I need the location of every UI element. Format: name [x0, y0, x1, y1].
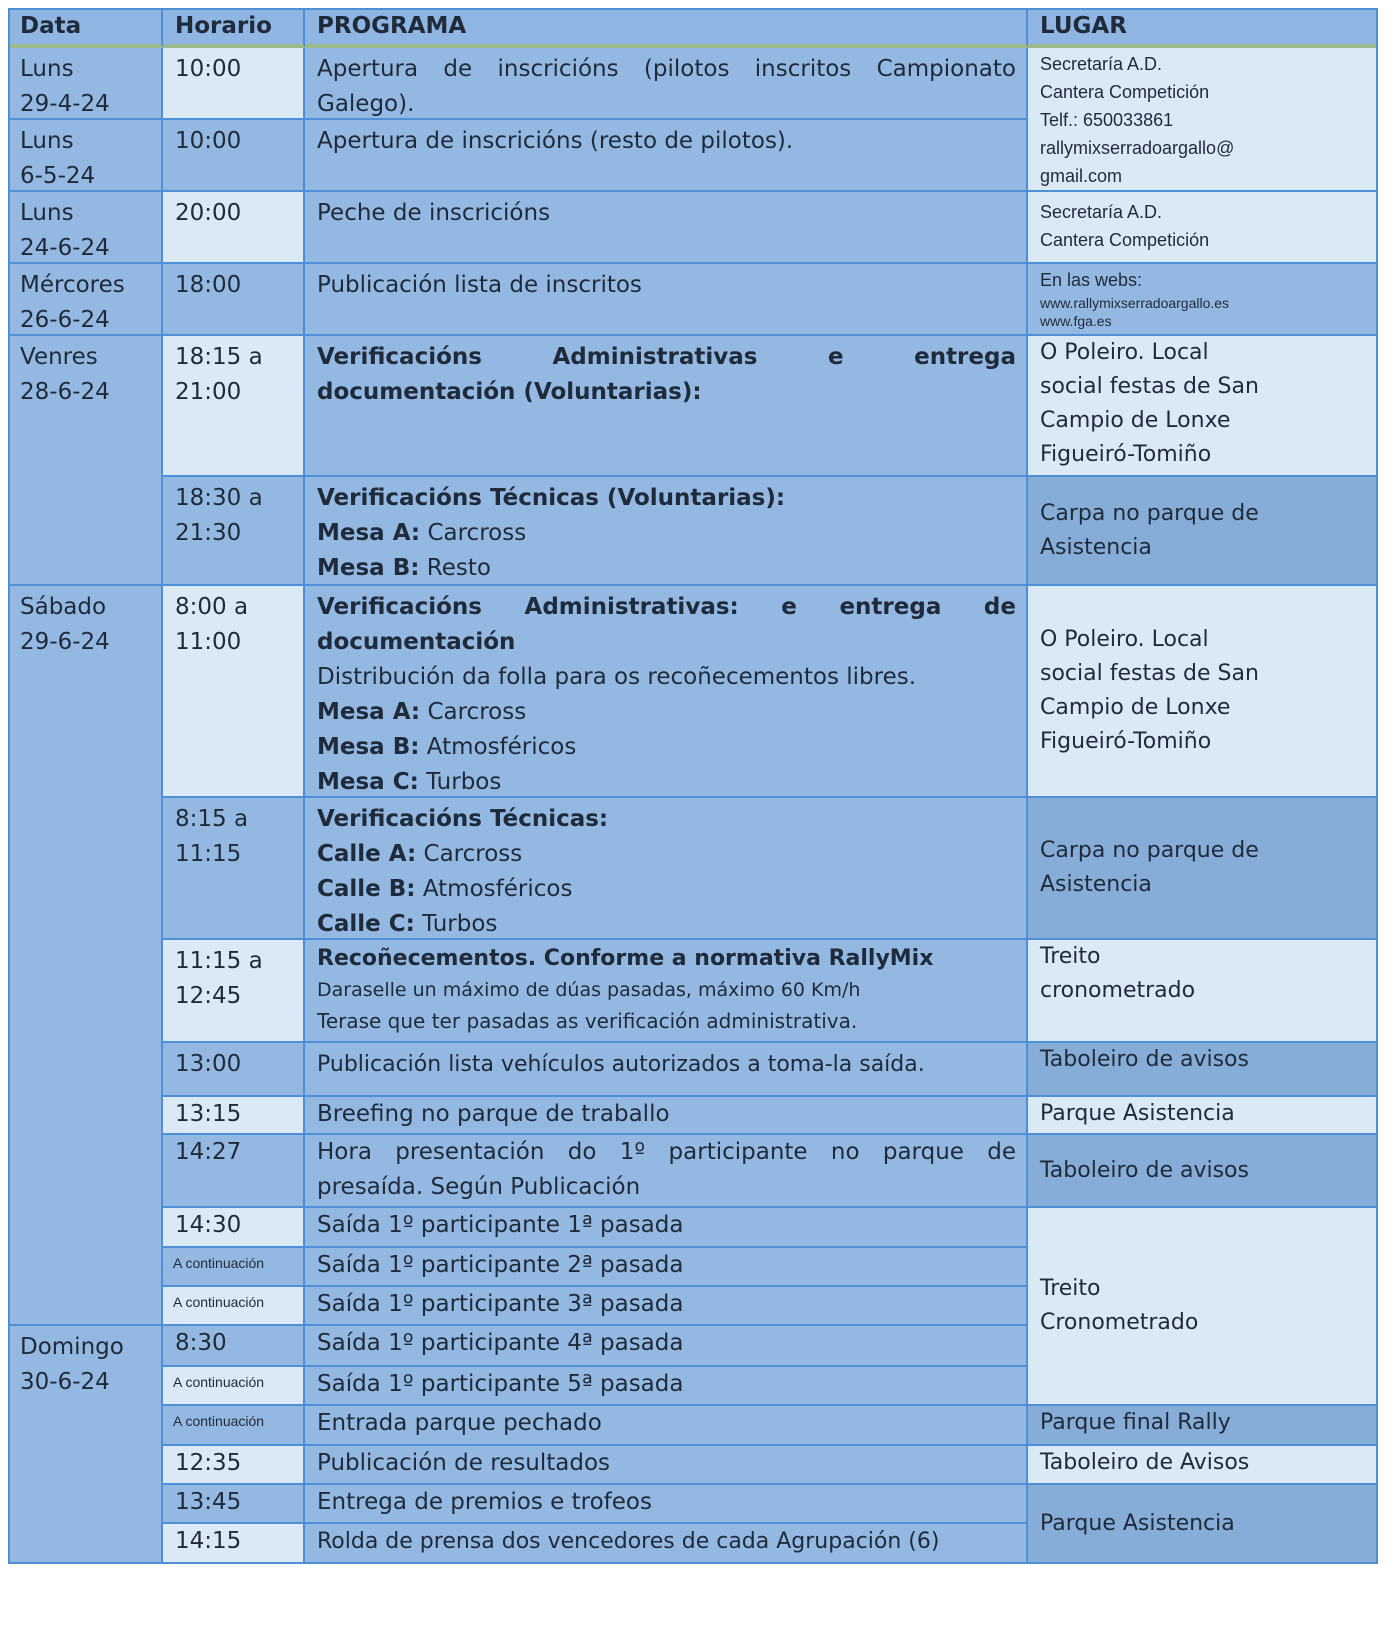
program-text: Saída 1º participante 1ª pasada: [317, 1212, 684, 1238]
place-cell: [1028, 1097, 1378, 1135]
program-note: Daraselle un máximo de dúas pasadas, máximo 60 Km/h: [317, 979, 861, 1001]
place-text: social festas de San: [1040, 374, 1259, 399]
program-text: Rolda de prensa dos vencedores de cada Agrupación (6): [317, 1529, 940, 1554]
program-text: Apertura de inscricións (pilotos inscritos Campionato: [317, 56, 1016, 82]
time: 8:30: [175, 1330, 227, 1356]
time-cell: [163, 336, 305, 477]
item-label: Mesa B:: [317, 734, 420, 760]
place-text: Campio de Lonxe: [1040, 408, 1231, 433]
time-cell: [163, 1043, 305, 1097]
time-cell: [163, 940, 305, 1043]
item-label: Mesa B:: [317, 555, 420, 581]
time: 14:15: [175, 1528, 242, 1554]
program-text: Publicación de resultados: [317, 1450, 611, 1476]
date: 26-6-24: [20, 307, 110, 333]
place-text: Treito: [1040, 944, 1101, 969]
place-cell: [1028, 1135, 1378, 1208]
place-text: Cantera Competición: [1040, 230, 1210, 250]
program-item: [317, 765, 1016, 798]
program-title: documentación (Voluntarias):: [317, 379, 702, 405]
program-title: Verificacións Administrativas: e entrega de: [317, 594, 1016, 620]
program-cell: [305, 264, 1028, 336]
program-text: Publicación lista de inscritos: [317, 272, 642, 298]
place-cell: [1028, 336, 1378, 477]
time: A continuación: [173, 1413, 265, 1429]
place-text: Asistencia: [1040, 534, 1152, 560]
time-cell: [163, 1367, 305, 1406]
time-cell: [163, 48, 305, 120]
program-cell: [305, 1367, 1028, 1406]
item-value: Carcross: [420, 699, 527, 725]
website-link[interactable]: www.fga.es: [1040, 313, 1112, 329]
website-link[interactable]: www.rallymixserradoargallo.es: [1040, 295, 1230, 311]
item-value: Atmosféricos: [415, 876, 573, 902]
place-cell: [1028, 48, 1378, 192]
item-label: Calle B:: [317, 876, 416, 902]
item-value: Turbos: [418, 769, 502, 795]
item-value: Atmosféricos: [419, 734, 577, 760]
place-cell: [1028, 1446, 1378, 1485]
header-horario: Horario: [163, 8, 305, 48]
program-cell: [305, 586, 1028, 798]
time: 13:15: [175, 1101, 242, 1127]
time-cell: [163, 1326, 305, 1367]
date: 24-6-24: [20, 235, 110, 261]
date-cell: [8, 192, 163, 264]
program-title: Recoñecementos. Conforme a normativa RallyMix: [317, 946, 934, 971]
time: 11:00: [175, 629, 242, 655]
program-title: Verificacións Administrativas e entrega: [317, 344, 1016, 370]
time-cell: [163, 798, 305, 940]
time-cell: [163, 120, 305, 192]
time-cell: [163, 477, 305, 586]
place-text: Parque Asistencia: [1040, 1510, 1235, 1536]
program-cell: [305, 1248, 1028, 1287]
date: 28-6-24: [20, 379, 110, 405]
program-cell: [305, 1208, 1028, 1248]
program-cell: [305, 1524, 1028, 1564]
program-text: Saída 1º participante 4ª pasada: [317, 1330, 684, 1356]
time-cell: [163, 1287, 305, 1326]
program-cell: [305, 798, 1028, 940]
place-text: Taboleiro de avisos: [1040, 1047, 1249, 1072]
time: 14:30: [175, 1212, 242, 1238]
program-cell: [305, 1287, 1028, 1326]
time: 14:27: [175, 1139, 242, 1165]
place-cell: [1028, 264, 1378, 336]
time-cell: [163, 1248, 305, 1287]
program-note: Terase que ter pasadas as verificación administrativa.: [317, 1009, 858, 1033]
program-text: Peche de inscricións: [317, 200, 551, 226]
place-text: Cantera Competición: [1040, 82, 1210, 102]
schedule-table: [8, 8, 1378, 1642]
program-cell: [305, 940, 1028, 1043]
place-text: En las webs:: [1040, 270, 1143, 290]
program-cell: [305, 192, 1028, 264]
time: 18:00: [175, 272, 242, 298]
program-text: Entrada parque pechado: [317, 1410, 602, 1436]
program-text: Publicación lista vehículos autorizados a toma-la saída.: [317, 1052, 925, 1077]
program-item: [317, 551, 1016, 586]
place-cell: [1028, 477, 1378, 586]
time: 21:00: [175, 379, 242, 405]
date: 30-6-24: [20, 1369, 110, 1395]
date-cell: [8, 120, 163, 192]
place-text: Carpa no parque de: [1040, 838, 1259, 863]
program-item: [317, 872, 1016, 907]
place-text: Carpa no parque de: [1040, 500, 1259, 526]
place-text: O Poleiro. Local: [1040, 340, 1209, 365]
place-text: Secretaría A.D.: [1040, 54, 1163, 74]
weekday: Luns: [20, 128, 74, 154]
time: 8:00 a: [175, 594, 249, 620]
place-text: cronometrado: [1040, 978, 1196, 1003]
date-cell: [8, 336, 163, 586]
header-data: Data: [8, 8, 163, 48]
time: 11:15 a: [175, 948, 263, 974]
program-cell: [305, 48, 1028, 120]
program-text: Saída 1º participante 5ª pasada: [317, 1371, 684, 1397]
place-text: Figueiró-Tomiño: [1040, 442, 1212, 467]
place-cell: [1028, 1208, 1378, 1406]
program-cell: [305, 1043, 1028, 1097]
program-text: Entrega de premios e trofeos: [317, 1489, 652, 1515]
place-text: Parque final Rally: [1040, 1410, 1231, 1435]
program-text: Saída 1º participante 2ª pasada: [317, 1252, 684, 1278]
place-cell: [1028, 1406, 1378, 1446]
program-title: Verificacións Técnicas (Voluntarias):: [317, 485, 786, 511]
program-cell: [305, 1446, 1028, 1485]
program-item: [317, 516, 1016, 551]
date-cell: [8, 264, 163, 336]
program-cell: [305, 1406, 1028, 1446]
time-cell: [163, 1524, 305, 1564]
program-item: [317, 837, 1016, 872]
place-text: social festas de San: [1040, 661, 1259, 686]
place-text: Parque Asistencia: [1040, 1101, 1235, 1126]
weekday: Luns: [20, 200, 74, 226]
place-text: Asistencia: [1040, 872, 1152, 897]
time: 10:00: [175, 56, 242, 82]
header-programa: PROGRAMA: [305, 8, 1028, 48]
program-title: Verificacións Técnicas:: [317, 806, 609, 832]
date-cell: [8, 586, 163, 1326]
item-label: Mesa A:: [317, 520, 421, 546]
time-cell: [163, 586, 305, 798]
program-note: Distribución da folla para os recoñecementos libres.: [317, 664, 917, 690]
place-text: Taboleiro de avisos: [1040, 1157, 1249, 1183]
program-text: Galego).: [317, 91, 415, 117]
time-cell: [163, 1097, 305, 1135]
place-email[interactable]: rallymixserradoargallo@: [1040, 138, 1235, 158]
weekday: Venres: [20, 344, 98, 370]
program-cell: [305, 1097, 1028, 1135]
program-text: presaída. Según Publicación: [317, 1174, 641, 1200]
time-cell: [163, 1446, 305, 1485]
program-cell: [305, 1485, 1028, 1524]
time-cell: [163, 1135, 305, 1208]
time: 10:00: [175, 128, 242, 154]
time-cell: [163, 1208, 305, 1248]
place-text: Campio de Lonxe: [1040, 695, 1231, 720]
time: 18:15 a: [175, 344, 263, 370]
place-text: Taboleiro de Avisos: [1040, 1450, 1250, 1475]
program-item: [317, 695, 1016, 730]
date: 29-6-24: [20, 629, 110, 655]
program-text: Saída 1º participante 3ª pasada: [317, 1291, 684, 1317]
place-cell: [1028, 1485, 1378, 1564]
item-label: Calle C:: [317, 911, 415, 937]
time: A continuación: [173, 1374, 265, 1390]
place-email[interactable]: gmail.com: [1040, 166, 1123, 186]
item-label: Mesa A:: [317, 699, 421, 725]
program-cell: [305, 477, 1028, 586]
place-cell: [1028, 1043, 1378, 1097]
time: 20:00: [175, 200, 242, 226]
place-text: Treito: [1040, 1276, 1101, 1301]
program-item: [317, 907, 1016, 940]
time: 18:30 a: [175, 485, 263, 511]
date: 29-4-24: [20, 91, 110, 117]
time: A continuación: [173, 1255, 265, 1271]
item-value: Resto: [419, 555, 491, 581]
time: 13:00: [175, 1051, 242, 1077]
weekday: Domingo: [20, 1334, 124, 1360]
place-phone: Telf.: 650033861: [1040, 110, 1174, 130]
program-cell: [305, 1135, 1028, 1208]
time: 12:35: [175, 1450, 242, 1476]
weekday: Sábado: [20, 594, 107, 620]
program-item: [317, 730, 1016, 765]
time: 11:15: [175, 841, 242, 867]
place-text: O Poleiro. Local: [1040, 627, 1209, 652]
weekday: Luns: [20, 56, 74, 82]
program-text: Hora presentación do 1º participante no parque de: [317, 1139, 1016, 1165]
item-value: Carcross: [416, 841, 523, 867]
place-text: Cronometrado: [1040, 1310, 1199, 1335]
program-text: Apertura de inscricións (resto de pilotos).: [317, 128, 794, 154]
date-cell: [8, 48, 163, 120]
place-cell: [1028, 586, 1378, 798]
program-text: Breefing no parque de traballo: [317, 1101, 670, 1127]
time-cell: [163, 1485, 305, 1524]
time: 8:15 a: [175, 806, 249, 832]
place-text: Figueiró-Tomiño: [1040, 729, 1212, 754]
place-text: Secretaría A.D.: [1040, 202, 1163, 222]
time-cell: [163, 192, 305, 264]
weekday: Mércores: [20, 272, 125, 298]
program-title: documentación: [317, 629, 516, 655]
program-cell: [305, 1326, 1028, 1367]
time: 12:45: [175, 983, 242, 1009]
time: A continuación: [173, 1294, 265, 1310]
date: 6-5-24: [20, 163, 96, 189]
program-cell: [305, 336, 1028, 477]
time-cell: [163, 1406, 305, 1446]
time: 21:30: [175, 520, 242, 546]
item-value: Turbos: [414, 911, 498, 937]
header-lugar: LUGAR: [1028, 8, 1378, 48]
program-cell: [305, 120, 1028, 192]
place-cell: [1028, 940, 1378, 1043]
date-cell: [8, 1326, 163, 1564]
time: 13:45: [175, 1489, 242, 1515]
place-cell: [1028, 192, 1378, 264]
item-value: Carcross: [420, 520, 527, 546]
item-label: Mesa C:: [317, 769, 419, 795]
time-cell: [163, 264, 305, 336]
item-label: Calle A:: [317, 841, 417, 867]
place-cell: [1028, 798, 1378, 940]
